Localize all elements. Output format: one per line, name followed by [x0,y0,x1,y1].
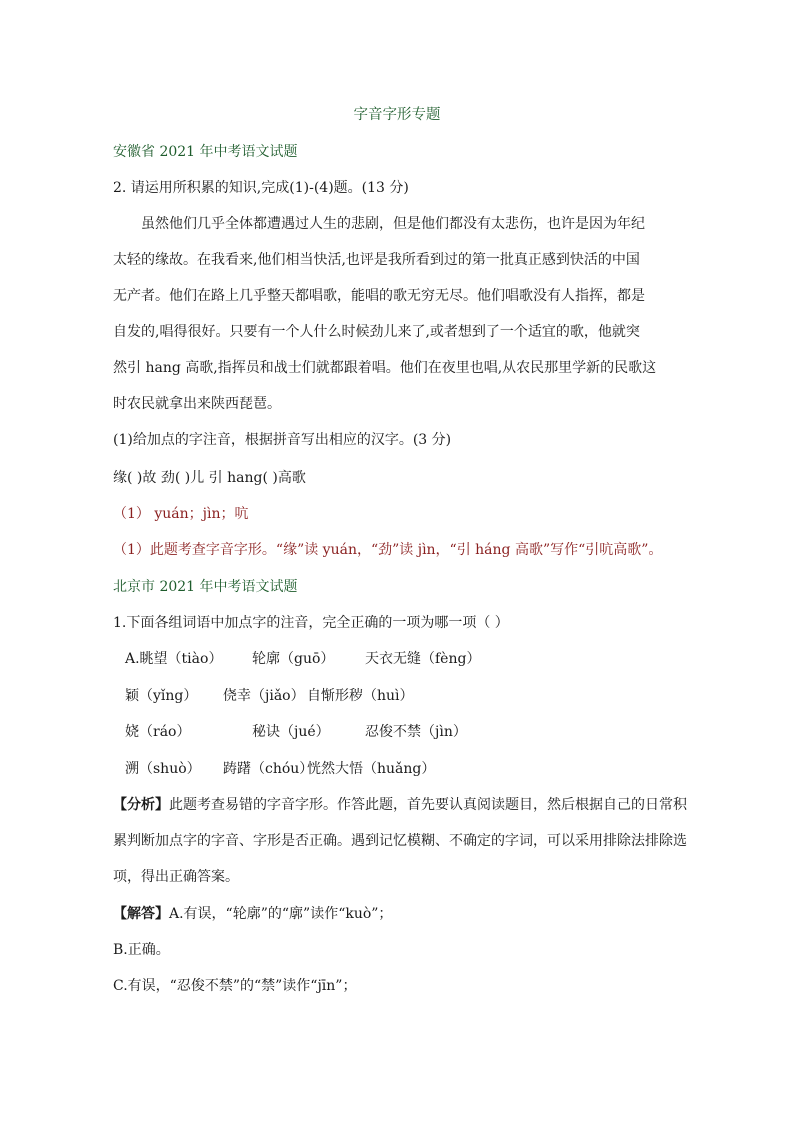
option-item: 恍然大悟（huǎng） [307,761,436,777]
analysis-label: 【分析】 [113,797,169,813]
option-item: 踌躇（chóu） [223,761,314,777]
passage-line: 无产者。他们在路上几乎整天都唱歌，能唱的歌无穷无尽。他们唱歌没有人指挥，都是 [113,288,645,304]
analysis-text: 此题考查易错的字音字形。作答此题，首先要认真阅读题目，然后根据自己的日常积 [169,797,687,813]
passage-line: 自发的,唱得很好。只要有一个人什么时候劲儿来了,或者想到了一个适宜的歌，他就突 [113,324,640,340]
question-intro: 2. 请运用所积累的知识,完成(1)-(4)题。(13 分) [113,180,409,196]
passage-line: 太轻的缘故。在我看来,他们相当快活,也评是我所看到过的第一批真正感到快活的中国 [113,252,640,268]
option-item: 娆（ráo） [125,724,191,740]
sub-question: (1)给加点的字注音，根据拼音写出相应的汉字。(3 分) [113,432,452,448]
answer-c: C.有误，“忍俊不禁”的“禁”读作“jīn”； [113,978,357,994]
option-item: 天衣无缝（fèng） [365,651,481,667]
option-item: 侥幸（jiǎo） [223,688,305,704]
option-item: 颖（yǐng） [125,688,198,704]
option-item: 溯（shuò） [125,761,201,777]
section-heading-beijing: 北京市 2021 年中考语文试题 [113,579,298,595]
analysis-line: 累判断加点字的字音、字形是否正确。遇到记忆模糊、不确定的字词，可以采用排除法排除选 [113,833,687,849]
option-item: A.眺望（tiào） [125,651,223,667]
answer-b: B.正确。 [113,942,170,958]
option-item: 秘诀（jué） [252,724,330,740]
question-text: 1.下面各组词语中加点字的注音，完全正确的一项为哪一项（ ） [113,615,509,631]
fill-blanks: 缘( )故 劲( )儿 引 hang( )高歌 [113,470,306,486]
answer-a: A.有误，“轮廓”的“廓”读作“kuò”； [169,906,393,922]
passage-line: 然引 hang 高歌,指挥员和战士们就都跟着唱。他们在夜里也唱,从农民那里学新的民歌这 [113,360,657,376]
option-item: 自惭形秽（huì） [307,688,414,704]
answer-label: 【解答】 [113,906,169,922]
answer-line [113,905,392,923]
section-heading-anhui: 安徽省 2021 年中考语文试题 [113,144,298,160]
answer-text: （1） yuán；jìn；吭 [113,506,249,522]
analysis-line: 项，得出正确答案。 [113,869,239,885]
passage-line: 虽然他们几乎全体都遭遇过人生的悲剧，但是他们都没有太悲伤，也许是因为年纪 [141,216,645,232]
option-item: 忍俊不禁（jìn） [365,724,467,740]
analysis-line [113,796,687,814]
option-item: 轮廓（guō） [252,651,335,667]
page-title: 字音字形专题 [353,107,441,123]
passage-line: 时农民就拿出来陕西琵琶。 [113,396,281,412]
explanation-text: （1）此题考查字音字形。“缘”读 yuán，“劲”读 jìn，“引 háng 高歌”写作“引吭高歌”。 [113,542,663,558]
